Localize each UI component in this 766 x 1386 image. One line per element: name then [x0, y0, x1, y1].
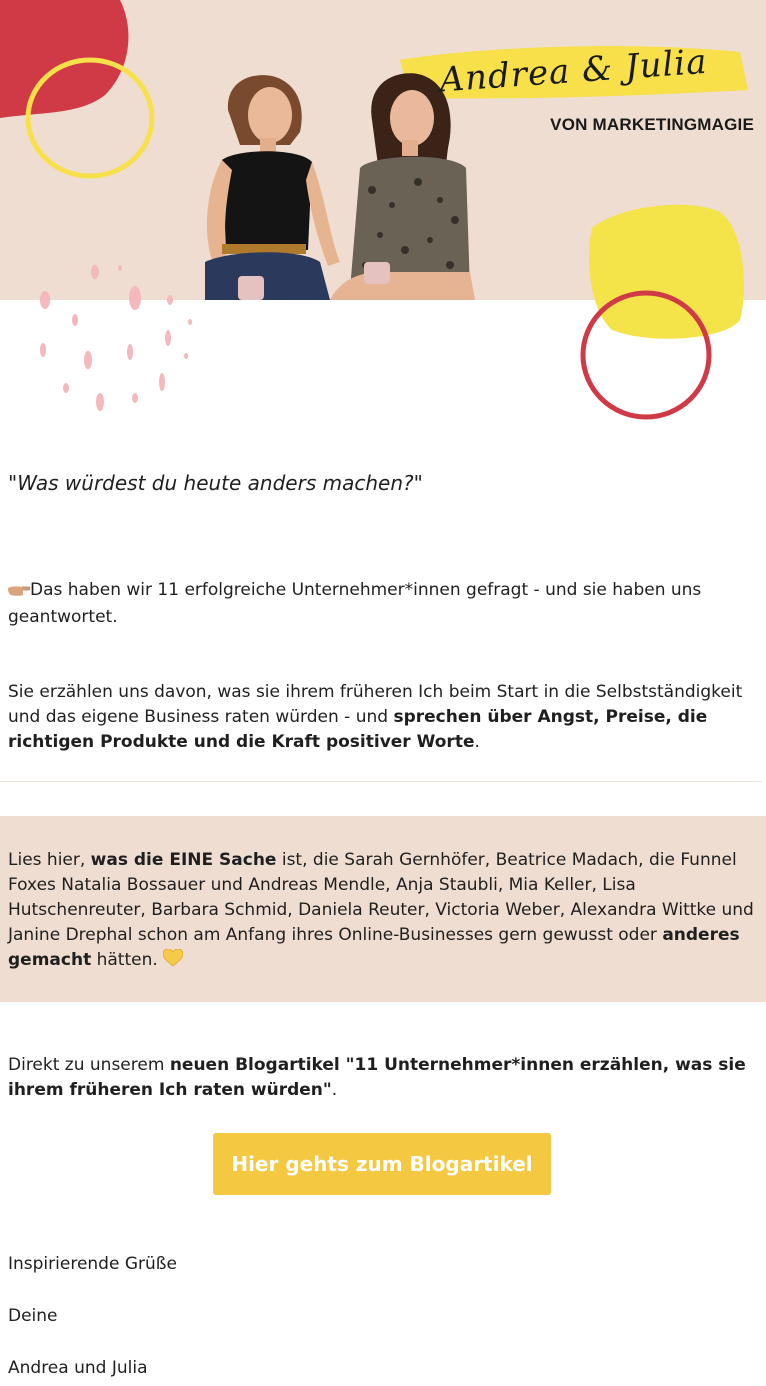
signoff-greeting: Inspirierende Grüße	[8, 1254, 177, 1274]
hero-banner	[0, 0, 766, 440]
signoff-names: Andrea und Julia	[8, 1358, 148, 1378]
blog-link-text: Direkt zu unserem	[8, 1055, 170, 1075]
yellow-blob-shape	[589, 205, 744, 339]
pointing-hand-icon	[8, 580, 30, 605]
highlight-text-1: Lies hier,	[8, 850, 91, 870]
blog-article-button[interactable]: Hier gehts zum Blogartikel	[213, 1133, 551, 1195]
yellow-heart-icon	[163, 949, 183, 975]
highlight-bold-2: anderes gemacht	[8, 925, 740, 970]
red-blob-shape	[0, 0, 128, 118]
lead-quote: "Was würdest du heute anders machen?"	[8, 471, 423, 495]
person-andrea-illustration	[205, 75, 340, 300]
summary-bold: sprechen über Angst, Preise, die richtigen Produkte und die Kraft positiver Worte	[8, 707, 708, 752]
highlight-text-3: hätten.	[91, 950, 164, 970]
highlight-bold-1: was die EINE Sache	[90, 850, 277, 870]
brand-subtitle: VON MARKETINGMAGIE	[550, 115, 754, 134]
highlight-text-2: ist, die Sarah Gernhöfer, Beatrice Madach, die Funnel Foxes Natalia Bossauer und Andreas Mendle, Anja Staubli, Mia Keller, Lisa Hutschenreuter, Barbara Schmid, Daniela Reuter, Victoria Weber, Alexandra Wittke und Janine Drephal schon am Anfang ihres Online-Businesses gern gewusst oder	[8, 850, 754, 945]
highlight-paragraph	[8, 848, 758, 975]
intro-text: Das haben wir 11 erfolgreiche Unternehmer*innen gefragt - und sie haben uns geantwortet.	[8, 580, 702, 627]
signoff-deine: Deine	[8, 1306, 58, 1326]
section-divider	[0, 781, 762, 782]
blog-link-bold: neuen Blogartikel "11 Unternehmer*innen erzählen, was sie ihrem früheren Ich raten würden"	[8, 1055, 746, 1100]
intro-paragraph	[8, 578, 758, 630]
brand-script-title: Andrea & Julia	[438, 41, 709, 101]
summary-end: .	[474, 732, 480, 752]
blog-link-end: .	[331, 1080, 338, 1100]
summary-paragraph	[8, 680, 758, 755]
summary-text: Sie erzählen uns davon, was sie ihrem früheren Ich beim Start in die Selbstständigkeit und das eigene Business raten würden - und	[8, 682, 743, 727]
pink-dots-pattern	[40, 265, 192, 411]
blog-link-paragraph	[8, 1053, 758, 1103]
